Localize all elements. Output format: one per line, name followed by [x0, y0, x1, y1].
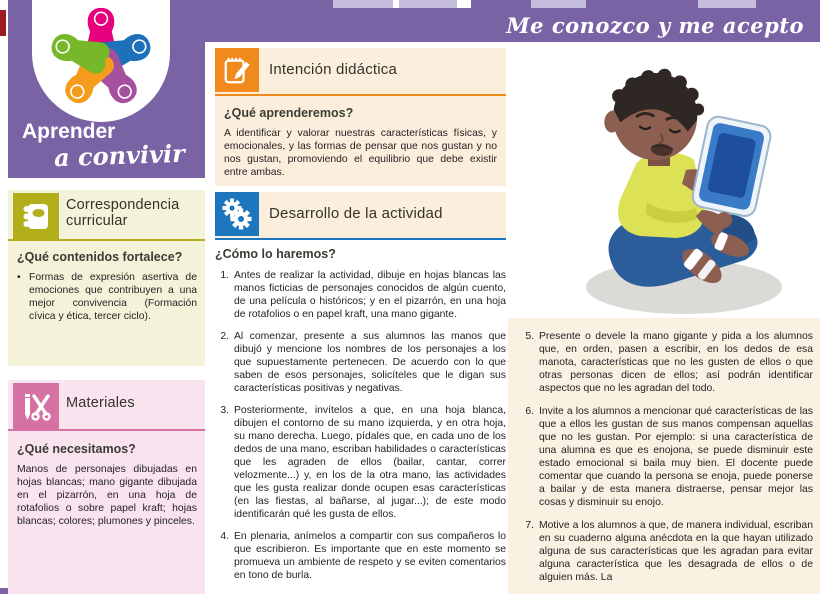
bullet-icon: • [17, 272, 21, 283]
list-item-text: Formas de expresión asertiva de emociones que contribuyen a una mejor convivencia (Formación cívica y ética, tercer ciclo). [29, 272, 197, 322]
brand-title: Aprender [22, 120, 116, 143]
step-item [215, 269, 506, 321]
five-figures-circle-logo-icon [42, 0, 160, 118]
section-rule [215, 238, 506, 240]
section-rule [8, 239, 205, 241]
boy-with-tablet-illustration [552, 52, 814, 318]
section-rule [8, 429, 205, 431]
step-item [520, 519, 813, 584]
section-body: Manos de personajes dibujadas en hojas blancas; mano gigante dibujada en el pizarrón, en una hoja de rotafolios o sobre papel kraft; hojas blancas; colores; plumones y pinceles. [17, 464, 197, 527]
lesson-title: Me conozco y me acepto [506, 12, 804, 38]
gears-icon [215, 192, 259, 236]
step-text: En plenaria, anímelos a compartir con sus compañeros lo que escribieron. Es importante que en este momento se promueva un ambiente de respeto y se eviten comentarios en tono de burla. [234, 531, 506, 581]
step-number: 4. [220, 531, 229, 542]
brand-sidebar [8, 0, 205, 178]
section-question: ¿Qué contenidos fortalece? [17, 250, 183, 264]
step-number: 5. [525, 331, 534, 342]
step-text: Antes de realizar la actividad, dibuje en hojas blancas las manos ficticias de personajes conocidos de algún cuento, de una película o históricos; y en el pizarrón, en una hoja de rotafolios o en papel kraft, una mano gigante. [234, 270, 506, 320]
step-text: Presente o devele la mano gigante y pida a los alumnos que, en orden, pasen a escribir, en los dedos de esa manota, características que no les gusten de ellos o que otras personas dicen de ellos; así podrán identificar aspectos que no les agradan del todo. [539, 331, 813, 394]
step-number: 2. [220, 331, 229, 342]
step-item [215, 404, 506, 521]
section-title: Desarrollo de la actividad [269, 205, 443, 222]
notepad-pencil-icon [215, 48, 259, 92]
step-text: Motive a los alumnos a que, de manera individual, escriban en su cuaderno alguna anécdota en la que hayan utilizado alguna de sus características que les agradan para evitar alguna característica que les desagrada de ellos o de alguien más. La [539, 520, 813, 583]
step-item [520, 330, 813, 395]
step-number: 7. [525, 520, 534, 531]
brand-subtitle: a convivir [53, 138, 186, 173]
section-title: Correspondencia curricular [66, 197, 180, 229]
header-banner [205, 8, 820, 42]
step-number: 1. [220, 270, 229, 281]
scissors-pencil-icon [13, 383, 59, 429]
spiral-notebook-icon [13, 193, 59, 239]
section-rule [215, 94, 506, 96]
steps-column-right [508, 318, 820, 594]
section-question: ¿Qué necesitamos? [17, 442, 136, 456]
section-intencion-didactica [215, 48, 506, 186]
section-desarrollo-actividad [215, 192, 506, 238]
step-item [215, 530, 506, 582]
step-item [215, 330, 506, 395]
step-number: 3. [220, 405, 229, 416]
section-materiales [8, 380, 205, 594]
step-item [520, 405, 813, 509]
logo-badge [32, 0, 170, 122]
step-number: 6. [525, 406, 534, 417]
section-question: ¿Qué aprenderemos? [224, 106, 354, 120]
list-item [17, 271, 197, 323]
section-correspondencia-curricular [8, 190, 205, 366]
section-body: A identificar y valorar nuestras características físicas, y emocionales, y las formas de pensar que nos gustan y no nos gustan, promoviendo el equilibrio que debe existir entre ambas. [224, 128, 497, 178]
page-edge-mark-red [0, 10, 6, 36]
section-title: Intención didáctica [269, 61, 398, 78]
step-text: Al comenzar, presente a sus alumnos las manos que dibujó y mencione los nombres de los personajes a los que supuestamente pertenecen. De acuerdo con lo que saben de esos personajes, solicíteles que le digan sus características positivas y negativas. [234, 331, 506, 394]
step-text: Invite a los alumnos a mencionar qué características de las que a ellos les gustan de sus manos compensan aquellas que no les gustan. Por ejemplo: si una característica de una alumna es que es enojona, se puede disminuir este estado emocional si baila muy bien. El docente puede comentar que cuando la persona se enoja, puede ponerse a bailar y de esta manera distraerse, pensar mejor las cosas y disminuir su enojo. [539, 406, 813, 508]
step-text: Posteriormente, invítelos a que, en una hoja blanca, dibujen el contorno de su mano izquierda, y en otra hoja, su mano derecha. Luego, pídales que, en cada uno de los dedos de una mano, escriban habilidades o características que les agraden de ellos (bailar, cantar, correr velozmente...) y, en los de la otra mano, las actividades que les gusta realizar donde ocupen esas características (en las fiestas, al bañarse, al jugar...); de este modo identificarán qué les gusta de ellos. [234, 405, 506, 520]
section-question: ¿Cómo lo haremos? [215, 247, 336, 261]
steps-column-left [215, 247, 506, 591]
section-title: Materiales [66, 395, 135, 411]
top-decorative-strip [205, 0, 820, 8]
